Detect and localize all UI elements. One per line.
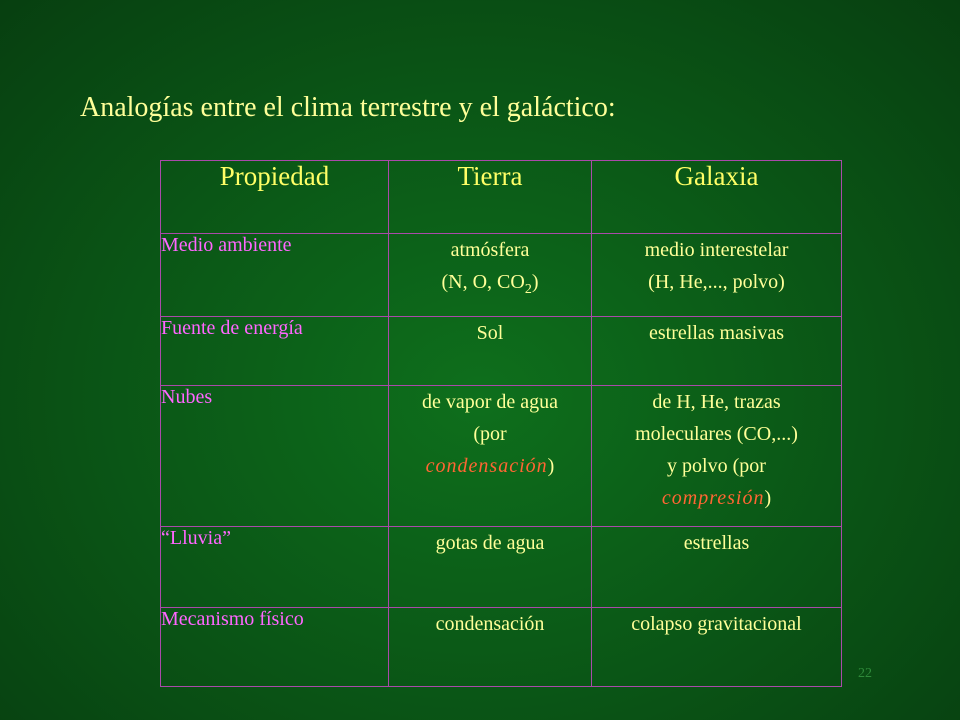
tierra-cell	[389, 234, 592, 317]
emphasis-text: condensación	[425, 455, 548, 477]
property-label: Nubes	[161, 386, 389, 527]
table-row	[161, 527, 842, 608]
galaxia-cell	[592, 386, 842, 527]
galaxia-cell	[592, 234, 842, 317]
cell-line: medio interestelar	[644, 239, 789, 261]
analogy-table	[160, 160, 842, 687]
formula-subscript: 2	[524, 282, 532, 297]
paren-close: )	[764, 487, 772, 509]
tierra-cell	[389, 386, 592, 527]
cell-line: de H, He, trazas	[652, 391, 781, 413]
cell-line	[389, 266, 591, 306]
tierra-cell: gotas de agua	[389, 527, 592, 608]
cell-line: moleculares (CO,...)	[635, 423, 798, 445]
property-label: Medio ambiente	[161, 234, 389, 317]
table-row	[161, 234, 842, 317]
header-propiedad: Propiedad	[161, 161, 389, 234]
cell-line: atmósfera	[450, 239, 530, 261]
formula-close: )	[531, 271, 539, 293]
table-row	[161, 608, 842, 687]
tierra-cell: condensación	[389, 608, 592, 687]
cell-line: de vapor de agua	[421, 391, 559, 413]
tierra-cell: Sol	[389, 317, 592, 386]
property-label: Fuente de energía	[161, 317, 389, 386]
paren-close: )	[547, 455, 555, 477]
slide-title: Analogías entre el clima terrestre y el galáctico:	[80, 92, 616, 123]
cell-line: (por	[473, 423, 507, 445]
formula-text: (N, O, CO	[441, 271, 525, 293]
table-row	[161, 317, 842, 386]
header-galaxia: Galaxia	[592, 161, 842, 234]
header-tierra: Tierra	[389, 161, 592, 234]
slide-number: 22	[858, 666, 872, 681]
property-label: Mecanismo físico	[161, 608, 389, 687]
galaxia-cell: estrellas	[592, 527, 842, 608]
table-row	[161, 386, 842, 527]
cell-line: y polvo (por	[667, 455, 766, 477]
property-label: “Lluvia”	[161, 527, 389, 608]
cell-line: (H, He,..., polvo)	[648, 271, 785, 293]
emphasis-text: compresión	[661, 487, 765, 509]
galaxia-cell: colapso gravitacional	[592, 608, 842, 687]
galaxia-cell: estrellas masivas	[592, 317, 842, 386]
cell-line	[592, 482, 841, 514]
table-header-row	[161, 161, 842, 234]
cell-line	[389, 450, 591, 482]
